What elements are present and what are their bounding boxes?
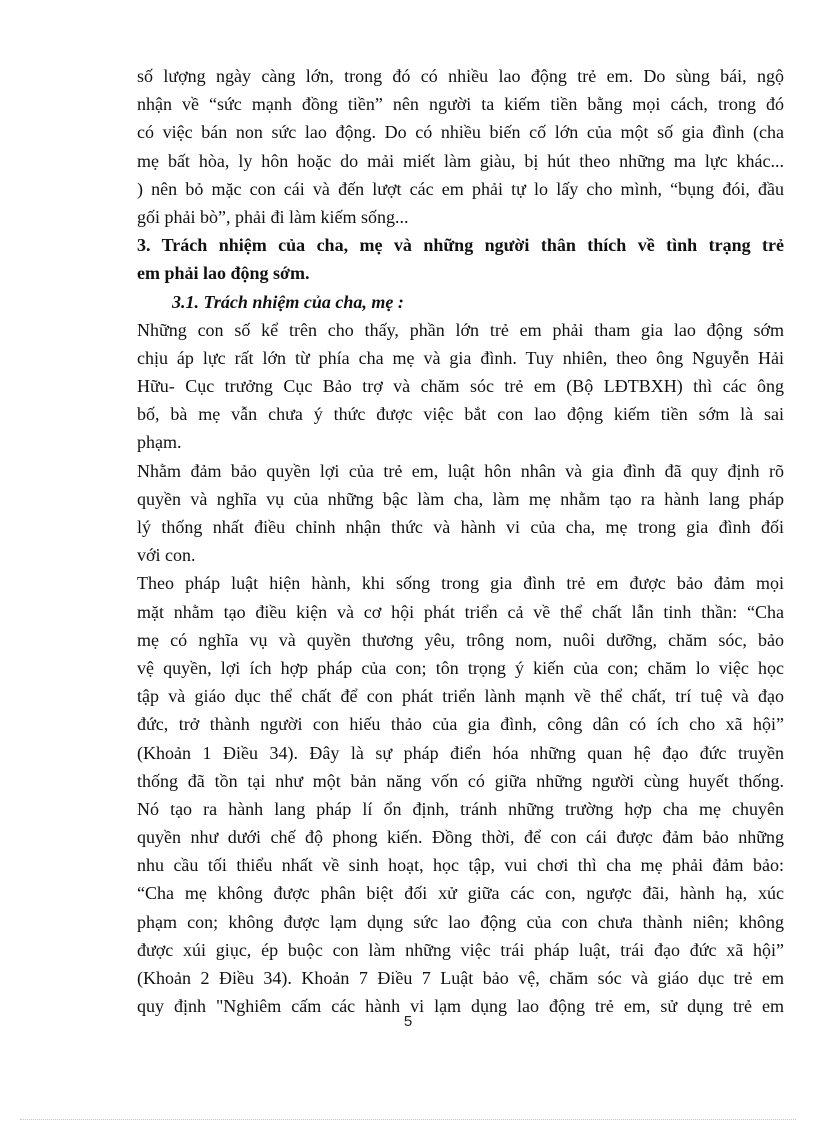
body-text-line: Nó tạo ra hành lang pháp lí ổn định, tránh những trường hợp cha mẹ chuyên [137, 798, 784, 819]
subsection-heading: 3.1. Trách nhiệm của cha, mẹ : [172, 291, 404, 312]
body-text-line: Nhằm đảm bảo quyền lợi của trẻ em, luật hôn nhân và gia đình đã quy định rõ [137, 460, 784, 481]
body-text-line: số lượng ngày càng lớn, trong đó có nhiều lao động trẻ em. Do sùng bái, ngộ [137, 66, 784, 86]
body-text-line: gối phải bò”, phải đi làm kiếm sống... [137, 206, 409, 227]
body-text-line: (Khoản 1 Điều 34). Đây là sự pháp điển hóa những quan hệ đạo đức truyền [137, 742, 784, 763]
body-text-line: tập và giáo dục thể chất để con phát triển lành mạnh về thể chất, trí tuệ và đạo [137, 686, 784, 707]
body-text-line: “Cha mẹ không được phân biệt đối xử giữa các con, ngược đãi, hành hạ, xúc [137, 883, 784, 904]
body-text-line: với con. [137, 545, 196, 566]
body-text-line: nhu cầu tối thiểu nhất về sinh hoạt, học tập, vui chơi thì cha mẹ phải đảm bảo: [137, 855, 784, 876]
body-text-line: thống đã tồn tại như một bản năng vốn có giữa những người cùng huyết thống. [137, 770, 784, 791]
body-text-line: Theo pháp luật hiện hành, khi sống trong gia đình trẻ em được bảo đảm mọi [137, 573, 784, 594]
body-text-line: Những con số kể trên cho thấy, phần lớn trẻ em phải tham gia lao động sớm [137, 319, 784, 340]
body-text-line: bố, bà mẹ vẫn chưa ý thức được việc bắt con lao động kiếm tiền sớm là sai [137, 404, 784, 425]
body-text-line: phạm con; không được lạm dụng sức lao động của con chưa thành niên; không [137, 911, 784, 932]
body-text-line: lý thống nhất điều chỉnh nhận thức và hành vi của cha, mẹ trong gia đình đối [137, 517, 784, 537]
body-text-line: quyền như dưới chế độ phong kiến. Đồng thời, để con cái được đảm bảo những [137, 827, 784, 848]
body-text-line: có việc bán non sức lao động. Do có nhiều biến cố lớn của một số gia đình (cha [137, 122, 784, 143]
body-text-line: nhận về “sức mạnh đồng tiền” nên người ta kiếm tiền bằng mọi cách, trong đó [137, 94, 784, 115]
body-text-line: vệ quyền, lợi ích hợp pháp của con; tôn trọng ý kiến của con; chăm lo việc học [137, 657, 784, 678]
body-text-line: mẹ bất hòa, ly hôn hoặc do mải miết làm giàu, bị hút theo những ma lực khác... [137, 150, 784, 171]
page-bottom-divider [20, 1119, 796, 1120]
page-body [137, 62, 784, 1020]
body-text-line: ) nên bỏ mặc con cái và đến lượt các em phải tự lo lấy cho mình, “bụng đói, đầu [137, 178, 784, 199]
body-text-line: quy định "Nghiêm cấm các hành vi lạm dụng lao động trẻ em, sử dụng trẻ em [137, 996, 784, 1017]
page-number: 5 [403, 1013, 413, 1030]
body-text-line: được xúi giục, ép buộc con làm những việc trái pháp luật, trái đạo đức xã hội” [137, 939, 784, 960]
body-text-line: chịu áp lực rất lớn từ phía cha mẹ và gia đình. Tuy nhiên, theo ông Nguyễn Hải [137, 347, 784, 368]
section-heading-line: em phải lao động sớm. [137, 263, 310, 284]
section-heading-line: 3. Trách nhiệm của cha, mẹ và những người thân thích về tình trạng trẻ [137, 235, 784, 256]
body-text-line: mặt nhằm tạo điều kiện và cơ hội phát triển cả về thể chất lẫn tinh thần: “Cha [137, 601, 784, 622]
body-text-line: phạm. [137, 432, 182, 453]
body-text-line: quyền và nghĩa vụ của những bậc làm cha, làm mẹ nhằm tạo ra hành lang pháp [137, 488, 784, 509]
body-text-line: mẹ có nghĩa vụ và quyền thương yêu, trông nom, nuôi dưỡng, chăm sóc, bảo [137, 629, 784, 650]
body-text-line: đức, trở thành người con hiếu thảo của gia đình, công dân có ích cho xã hội” [137, 714, 784, 735]
body-text-line: (Khoản 2 Điều 34). Khoản 7 Điều 7 Luật bảo vệ, chăm sóc và giáo dục trẻ em [137, 968, 784, 988]
body-text-line: Hữu- Cục trưởng Cục Bảo trợ và chăm sóc trẻ em (Bộ LĐTBXH) thì các ông [137, 376, 784, 397]
